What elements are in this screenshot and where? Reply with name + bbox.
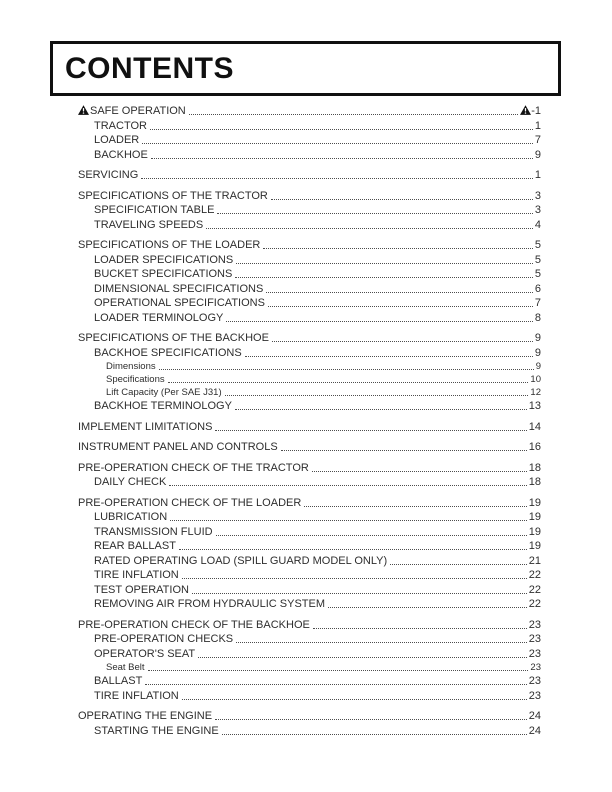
leader-dots: [312, 461, 527, 472]
toc-entry: [78, 496, 541, 511]
toc-group: [78, 440, 541, 455]
leader-dots: [159, 360, 534, 370]
toc-entry-page: 12: [530, 387, 541, 398]
toc-entry: [78, 311, 541, 326]
toc-entry-label: PRE-OPERATION CHECK OF THE TRACTOR: [78, 461, 309, 474]
leader-dots: [266, 282, 533, 293]
toc-entry: [78, 709, 541, 724]
leader-dots: [148, 661, 529, 671]
leader-dots: [222, 724, 527, 735]
toc-entry: [78, 475, 541, 490]
toc-entry-page: 16: [528, 441, 541, 453]
toc-entry-label: LOADER SPECIFICATIONS: [94, 253, 234, 266]
toc-entry: [78, 267, 541, 282]
toc-entry-page: 22: [528, 569, 541, 581]
toc-entry-page: 7: [534, 297, 541, 309]
toc-entry-page: 3: [534, 204, 541, 216]
toc-entry-page: 3: [534, 189, 541, 202]
toc-group: [78, 496, 541, 612]
toc-entry-label: TRANSMISSION FLUID: [94, 525, 213, 538]
toc-group: [78, 420, 541, 435]
toc-entry-label: OPERATING THE ENGINE: [78, 710, 213, 722]
toc-entry-page: 23: [528, 675, 541, 687]
toc-entry-label: DAILY CHECK: [94, 476, 167, 488]
toc-entry-label: PRE-OPERATION CHECK OF THE BACKHOE: [78, 618, 310, 631]
toc-entry: [78, 399, 541, 414]
toc-entry-page: 5: [534, 268, 541, 280]
toc-entry-page: 9: [534, 332, 541, 344]
leader-dots: [313, 618, 527, 629]
toc-entry-page: 21: [528, 554, 541, 567]
toc-entry-page: 23: [528, 689, 541, 702]
toc-entry-label: PRE-OPERATION CHECK OF THE LOADER: [78, 496, 302, 509]
toc-entry-page: 19: [528, 540, 541, 552]
toc-entry: [78, 554, 541, 569]
toc-entry: [78, 360, 541, 373]
toc-entry-label: BALLAST: [94, 675, 143, 687]
toc-entry-page: 1: [534, 119, 541, 132]
toc-entry: [78, 440, 541, 455]
toc-entry-label: SPECIFICATION TABLE: [94, 204, 215, 216]
toc-entry-page: 23: [528, 647, 541, 660]
toc-entry: [78, 661, 541, 674]
toc-entry: [78, 461, 541, 476]
toc-entry-label: REMOVING AIR FROM HYDRAULIC SYSTEM: [94, 598, 326, 610]
contents-header-box: [50, 41, 561, 96]
toc-entry-label: SPECIFICATIONS OF THE BACKHOE: [78, 332, 269, 344]
toc-entry-page: 18: [528, 476, 541, 488]
page-title: CONTENTS: [65, 51, 234, 85]
toc-entry-page: 14: [528, 420, 541, 433]
toc-entry-page: -1: [520, 104, 541, 119]
toc-entry-label: TRAVELING SPEEDS: [94, 218, 204, 231]
toc-entry: [78, 282, 541, 297]
toc-entry-label: SERVICING: [78, 169, 139, 181]
toc-entry-page: 1: [534, 169, 541, 181]
toc-entry: [78, 539, 541, 554]
leader-dots: [145, 674, 526, 685]
toc-entry-label: BACKHOE TERMINOLOGY: [94, 400, 232, 412]
toc-entry-page: 22: [528, 598, 541, 610]
toc-entry-label: Dimensions: [106, 361, 156, 372]
toc-entry-page: 8: [534, 311, 541, 324]
leader-dots: [272, 331, 533, 342]
leader-dots: [182, 568, 527, 579]
leader-dots: [142, 133, 533, 144]
leader-dots: [168, 373, 529, 383]
toc-entry: [78, 724, 541, 739]
leader-dots: [390, 554, 527, 565]
toc-entry-page: 5: [534, 239, 541, 251]
leader-dots: [236, 253, 533, 264]
leader-dots: [225, 386, 529, 396]
toc-entry: [78, 510, 541, 525]
toc-entry-page: 5: [534, 253, 541, 266]
toc-entry-label: Specifications: [106, 374, 165, 385]
toc-entry-page: 22: [528, 583, 541, 596]
leader-dots: [268, 296, 533, 307]
leader-dots: [235, 399, 527, 410]
toc-entry-label: LUBRICATION: [94, 511, 168, 523]
leader-dots: [170, 510, 527, 521]
leader-dots: [189, 104, 518, 115]
toc-entry: [78, 618, 541, 633]
toc-entry-label: Lift Capacity (Per SAE J31): [106, 387, 222, 398]
toc-entry: [78, 218, 541, 233]
leader-dots: [215, 420, 526, 431]
toc-entry-page: 9: [535, 361, 541, 372]
table-of-contents: [78, 104, 541, 738]
leader-dots: [206, 218, 533, 229]
toc-entry: [78, 331, 541, 346]
toc-entry-page: 19: [528, 511, 541, 523]
toc-entry-label: INSTRUMENT PANEL AND CONTROLS: [78, 441, 278, 453]
toc-entry-page: 23: [528, 618, 541, 631]
toc-entry-label: Seat Belt: [106, 662, 145, 673]
toc-entry-page: 9: [534, 148, 541, 161]
toc-entry: [78, 104, 541, 119]
toc-entry: [78, 632, 541, 647]
toc-entry: [78, 346, 541, 361]
toc-entry-page: 18: [528, 461, 541, 474]
warning-triangle-icon: [78, 105, 89, 115]
toc-entry: [78, 420, 541, 435]
toc-entry-page: 9: [534, 346, 541, 359]
toc-group: [78, 331, 541, 414]
toc-entry-page: 23: [530, 662, 541, 673]
leader-dots: [215, 709, 527, 720]
leader-dots: [328, 597, 527, 608]
toc-entry: [78, 148, 541, 163]
leader-dots: [150, 119, 533, 130]
toc-entry-label: IMPLEMENT LIMITATIONS: [78, 420, 213, 433]
warning-triangle-icon: [520, 105, 531, 115]
leader-dots: [216, 525, 527, 536]
toc-entry: [78, 597, 541, 612]
toc-entry-label: REAR BALLAST: [94, 540, 176, 552]
leader-dots: [217, 203, 532, 214]
toc-entry-page: 6: [534, 282, 541, 295]
toc-group: [78, 461, 541, 490]
toc-entry-label: DIMENSIONAL SPECIFICATIONS: [94, 282, 264, 295]
leader-dots: [281, 440, 527, 451]
toc-entry: [78, 386, 541, 399]
leader-dots: [192, 583, 527, 594]
toc-entry: [78, 674, 541, 689]
toc-group: [78, 618, 541, 704]
toc-group: [78, 238, 541, 325]
toc-entry-page: 19: [528, 496, 541, 509]
toc-entry-label: TIRE INFLATION: [94, 689, 179, 702]
toc-entry: [78, 238, 541, 253]
toc-entry-page: 23: [528, 633, 541, 645]
toc-entry-label: RATED OPERATING LOAD (SPILL GUARD MODEL ONLY): [94, 554, 388, 567]
toc-entry-label: BACKHOE: [94, 148, 148, 161]
leader-dots: [263, 238, 533, 249]
leader-dots: [179, 539, 527, 550]
leader-dots: [169, 475, 526, 486]
toc-entry-label: SPECIFICATIONS OF THE LOADER: [78, 239, 261, 251]
toc-entry-page: 24: [528, 710, 541, 722]
toc-entry-label: TEST OPERATION: [94, 583, 189, 596]
toc-entry: [78, 525, 541, 540]
toc-entry-label: SPECIFICATIONS OF THE TRACTOR: [78, 189, 268, 202]
toc-entry: [78, 373, 541, 386]
toc-entry: [78, 119, 541, 134]
toc-entry-page: 7: [534, 134, 541, 146]
toc-entry: [78, 189, 541, 204]
toc-entry: [78, 647, 541, 662]
toc-entry-page: 19: [528, 525, 541, 538]
leader-dots: [235, 267, 533, 278]
toc-entry-label: LOADER: [94, 134, 140, 146]
toc-entry: [78, 203, 541, 218]
toc-entry-label: PRE-OPERATION CHECKS: [94, 633, 234, 645]
toc-entry-page: 4: [534, 218, 541, 231]
toc-entry: [78, 133, 541, 148]
toc-entry: [78, 689, 541, 704]
leader-dots: [245, 346, 533, 357]
leader-dots: [141, 168, 533, 179]
toc-entry-label: BUCKET SPECIFICATIONS: [94, 268, 233, 280]
toc-group: [78, 104, 541, 162]
leader-dots: [304, 496, 526, 507]
leader-dots: [198, 647, 527, 658]
toc-entry: [78, 568, 541, 583]
leader-dots: [182, 689, 527, 700]
toc-group: [78, 189, 541, 233]
toc-entry: [78, 296, 541, 311]
toc-entry-label: TRACTOR: [94, 119, 147, 132]
leader-dots: [271, 189, 533, 200]
toc-entry-label: OPERATOR'S SEAT: [94, 647, 196, 660]
toc-entry-label: OPERATIONAL SPECIFICATIONS: [94, 297, 265, 309]
toc-entry-label: SAFE OPERATION: [78, 104, 186, 119]
toc-entry-label: LOADER TERMINOLOGY: [94, 311, 224, 324]
toc-entry-label: BACKHOE SPECIFICATIONS: [94, 346, 242, 359]
toc-group: [78, 168, 541, 183]
toc-entry: [78, 168, 541, 183]
leader-dots: [236, 632, 527, 643]
toc-entry: [78, 253, 541, 268]
toc-entry-page: 10: [530, 374, 541, 385]
toc-entry-label: STARTING THE ENGINE: [94, 724, 219, 737]
leader-dots: [151, 148, 533, 159]
toc-entry-page: 13: [528, 400, 541, 412]
toc-entry-page: 24: [528, 724, 541, 737]
toc-entry: [78, 583, 541, 598]
leader-dots: [226, 311, 532, 322]
toc-group: [78, 709, 541, 738]
toc-entry-label: TIRE INFLATION: [94, 569, 179, 581]
